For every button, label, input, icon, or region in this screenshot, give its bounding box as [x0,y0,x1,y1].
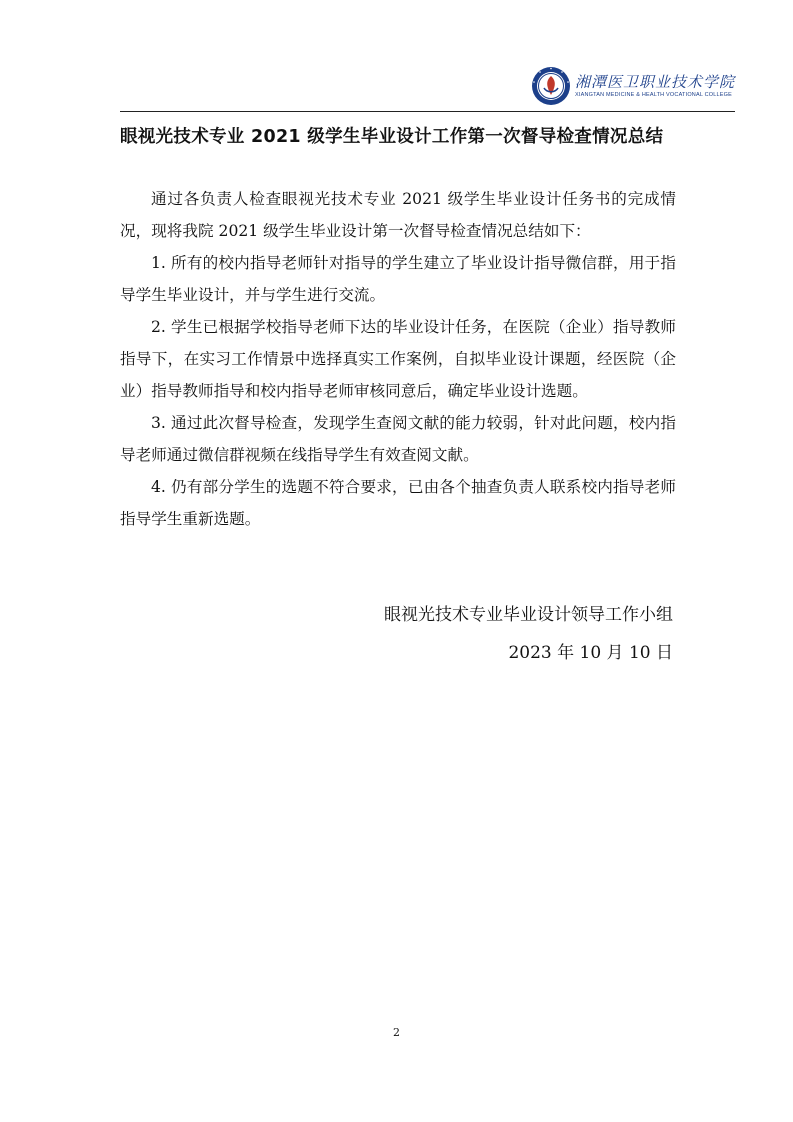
item-2-paragraph: 2. 学生已根据学校指导老师下达的毕业设计任务，在医院（企业）指导教师指导下，在实习工作情景中选择真实工作案例，自拟毕业设计课题，经医院（企业）指导教师指导和校内指导老师审核同意后，确定毕业设计选题。 [120,318,676,400]
college-seal-icon [531,66,571,106]
college-name-en: XIANGTAN MEDICINE & HEALTH VOCATIONAL COLLEGE [574,92,733,98]
college-name-cn: 湘潭医卫职业技术学院 [574,73,735,91]
document-body [120,183,676,535]
college-logo [531,66,735,106]
signature-block [384,596,673,672]
signature-date: 2023 年 10 月 10 日 [508,643,673,663]
item-4-paragraph: 4. 仍有部分学生的选题不符合要求，已由各个抽查负责人联系校内指导老师指导学生重新选题。 [120,478,676,528]
document-title: 眼视光技术专业 2021 级学生毕业设计工作第一次督导检查情况总结 [120,127,664,147]
item-1-paragraph: 1. 所有的校内指导老师针对指导的学生建立了毕业设计指导微信群，用于指导学生毕业设计，并与学生进行交流。 [120,254,676,304]
item-3-paragraph: 3. 通过此次督导检查，发现学生查阅文献的能力较弱，针对此问题，校内指导老师通过微信群视频在线指导学生有效查阅文献。 [120,414,676,464]
header-divider [120,111,735,112]
intro-paragraph: 通过各负责人检查眼视光技术专业 2021 级学生毕业设计任务书的完成情况，现将我院 2021 级学生毕业设计第一次督导检查情况总结如下： [120,190,676,240]
signature-group: 眼视光技术专业毕业设计领导工作小组 [384,605,673,625]
page-number: 2 [393,1026,400,1039]
page-header [120,60,735,112]
